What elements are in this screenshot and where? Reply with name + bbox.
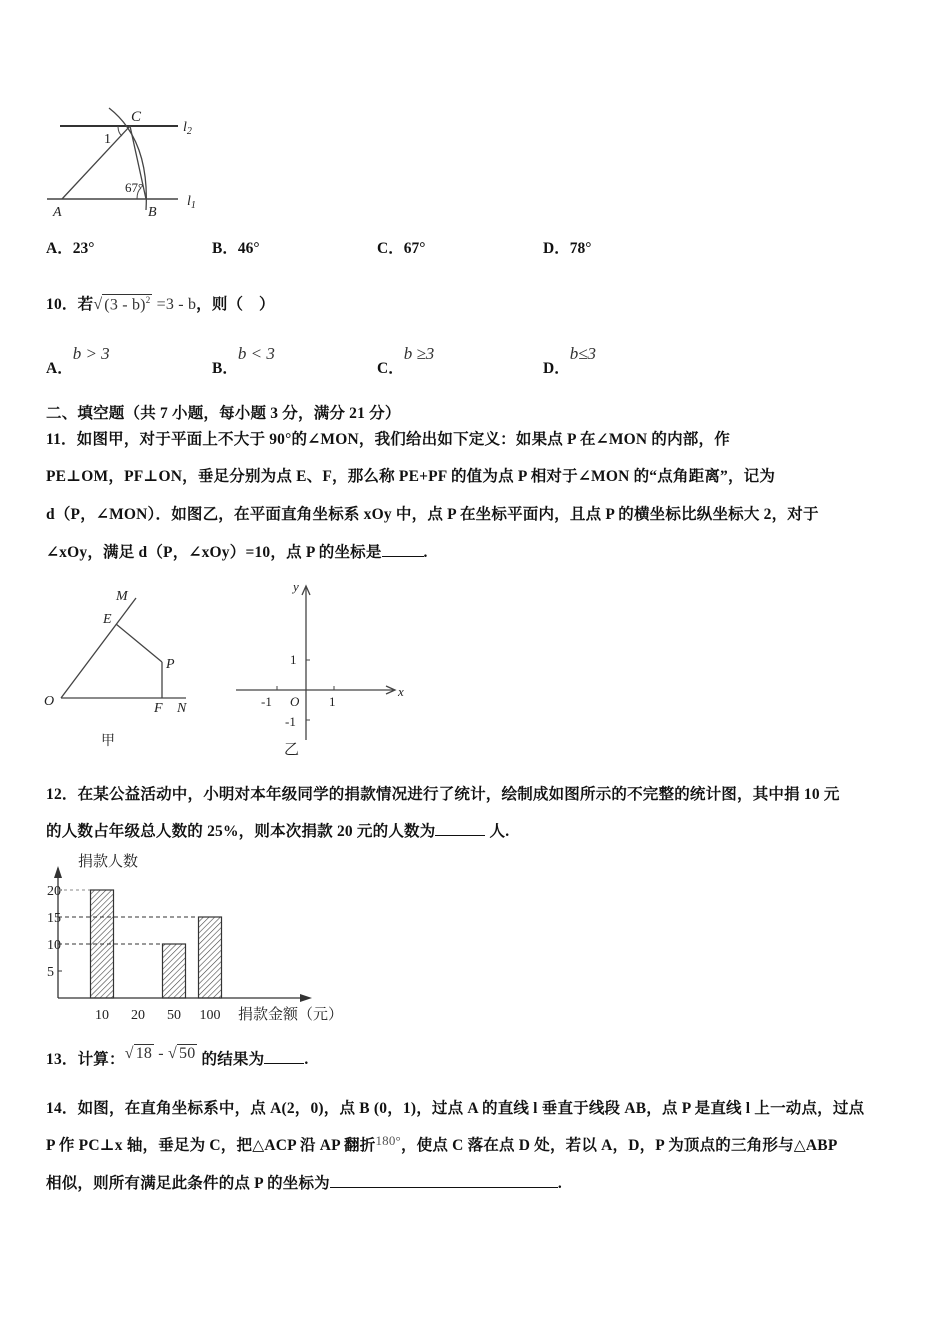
svg-text:C: C bbox=[131, 109, 142, 125]
svg-text:l1: $l_1$ bbox=[187, 194, 196, 211]
q11-line-4: ∠xOy，满足 d（P，∠xOy）=10，点 P 的坐标是 . bbox=[46, 540, 428, 562]
y-tick-label: 10 bbox=[47, 938, 61, 953]
q10-option-b: B．b < 3 bbox=[212, 344, 275, 377]
svg-text:N: N bbox=[177, 701, 187, 716]
svg-text:P: P bbox=[166, 657, 175, 672]
x-tick-label: 50 bbox=[167, 1008, 181, 1023]
x-axis-label: 捐款金额（元） bbox=[238, 1007, 344, 1023]
q11-line-2: PE⊥OM，PF⊥ON，垂足分别为点 E、F，那么称 PE+PF 的值为点 P 相对于∠MON 的“点角距离”，记为 bbox=[46, 468, 776, 485]
svg-text:O: O bbox=[44, 694, 55, 709]
svg-text:1: 1 bbox=[104, 132, 111, 147]
q14-line-1: 14．如图，在直角坐标系中，点 A(2，0)，点 B (0，1)，过点 A 的直线 l 垂直于线段 AB，点 P 是直线 l 上一动点，过点 bbox=[46, 1100, 865, 1117]
q11-line-3: d（P，∠MON）．如图乙，在平面直角坐标系 xOy 中，点 P 在坐标平面内，且点 P 的横坐标比纵坐标大 2，对于 bbox=[46, 506, 819, 523]
svg-text:F: F bbox=[154, 701, 163, 716]
svg-text:x: x bbox=[398, 684, 404, 699]
x-tick-label: 20 bbox=[131, 1008, 145, 1023]
q10-option-c: C．b ≥3 bbox=[377, 344, 435, 377]
answer-blank[interactable] bbox=[330, 1172, 558, 1189]
svg-text:1: 1 bbox=[290, 652, 297, 667]
y-axis-label: 捐款人数 bbox=[78, 854, 139, 870]
q9-option-d: D．78° bbox=[543, 240, 592, 257]
q12-line-1: 12．在某公益活动中，小明对本年级同学的捐款情况进行了统计，绘制成如图所示的不完整的统计图，其中捐 10 元 bbox=[46, 786, 840, 803]
q9-option-a: A．23° bbox=[46, 240, 95, 257]
q10-stem: 10．若√ (3 - b)$^2$ =3 - b，则（ ） bbox=[46, 294, 275, 313]
y-tick-label: 5 bbox=[47, 965, 54, 980]
svg-text:-1: -1 bbox=[261, 694, 272, 709]
svg-text:l2: $l_2$ bbox=[183, 120, 192, 137]
svg-text:1: 1 bbox=[329, 694, 336, 709]
svg-text:y: y bbox=[293, 579, 299, 594]
svg-text:E: E bbox=[103, 612, 112, 627]
q13-stem: 13．计算：√ 18 - √ 50 的结果为 . bbox=[46, 1045, 309, 1068]
svg-text:甲: 甲 bbox=[101, 734, 115, 749]
svg-text:67°: 67° bbox=[125, 180, 144, 195]
y-tick-label: 20 bbox=[47, 884, 61, 899]
q10-option-a: A．b > 3 bbox=[46, 344, 110, 377]
y-tick-label: 15 bbox=[47, 911, 61, 926]
bar-50 bbox=[163, 944, 186, 998]
q11-line-1: 11．如图甲，对于平面上不大于 90°的∠MON，我们给出如下定义：如果点 P 在∠MON 的内部，作 bbox=[46, 431, 730, 448]
q12-line-2: 的人数占年级总人数的 25%，则本次捐款 20 元的人数为 人. bbox=[46, 819, 509, 841]
bar-100 bbox=[199, 917, 222, 998]
q14-line-3: 相似，则所有满足此条件的点 P 的坐标为 . bbox=[46, 1171, 562, 1193]
q9-option-c: C．67° bbox=[377, 240, 426, 257]
svg-text:B: B bbox=[148, 205, 157, 220]
svg-text:乙: 乙 bbox=[284, 742, 300, 758]
svg-text:M: M bbox=[116, 589, 128, 604]
q9-option-b: B．46° bbox=[212, 240, 260, 257]
x-tick-label: 100 bbox=[199, 1008, 221, 1023]
svg-text:A: A bbox=[53, 205, 62, 220]
svg-text:-1: -1 bbox=[285, 714, 296, 729]
answer-blank[interactable] bbox=[264, 1048, 304, 1065]
section-heading: 二、填空题（共 7 小题，每小题 3 分，满分 21 分） bbox=[46, 405, 401, 422]
x-tick-label: 10 bbox=[95, 1008, 109, 1023]
svg-text:O: O bbox=[290, 694, 300, 709]
q10-option-d: D．b≤3 bbox=[543, 344, 597, 377]
q14-line-2: P 作 PC⊥x 轴，垂足为 C，把△ACP 沿 AP 翻折$^{180^\circ}$，使点 C 落在点 D 处，若以 A，D，P 为顶点的三角形与△ABP bbox=[46, 1133, 838, 1154]
